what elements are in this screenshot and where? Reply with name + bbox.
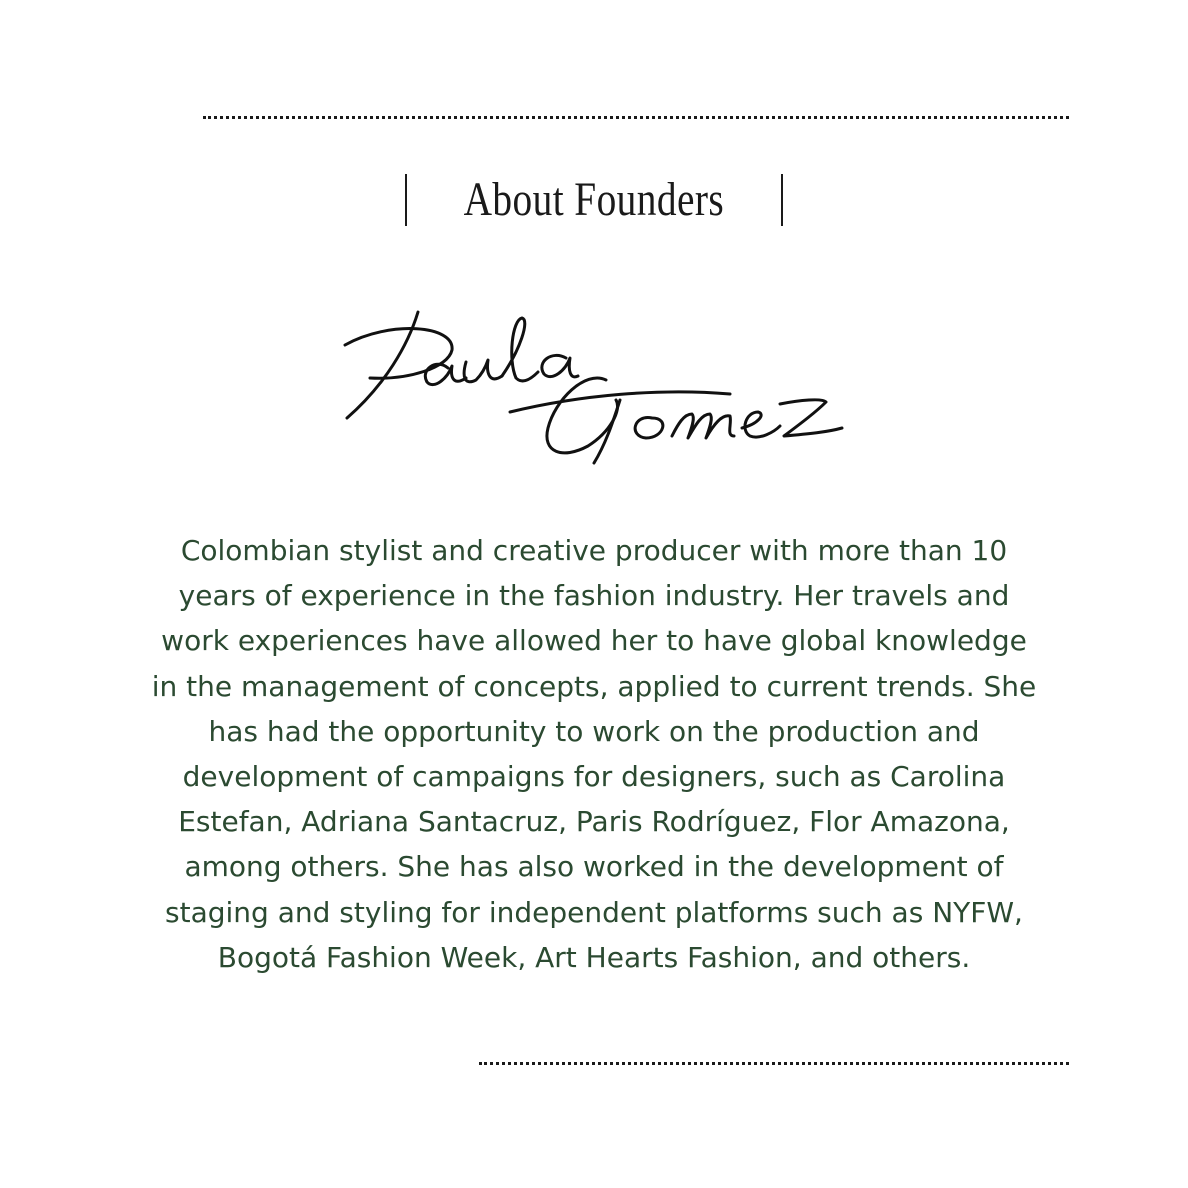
bio-line: staging and styling for independent platforms such as NYFW,	[165, 895, 1023, 929]
bottom-dotted-divider	[479, 1062, 1069, 1065]
founder-bio	[110, 528, 1078, 980]
bio-line: in the management of concepts, applied to current trends. She	[151, 669, 1037, 703]
bio-line: development of campaigns for designers, such as Carolina	[182, 760, 1006, 794]
bio-line: work experiences have allowed her to have global knowledge	[161, 624, 1027, 658]
heading-row	[0, 172, 1188, 227]
bio-line: years of experience in the fashion industry. Her travels and	[178, 579, 1010, 613]
heading-left-bar	[405, 174, 407, 226]
founder-signature	[330, 300, 860, 475]
page-title: About Founders	[463, 173, 725, 226]
heading-right-bar	[781, 174, 783, 226]
bio-line: Colombian stylist and creative producer with more than 10	[180, 534, 1008, 567]
bio-line: among others. She has also worked in the development of	[184, 850, 1004, 884]
bio-line: Estefan, Adriana Santacruz, Paris Rodríguez, Flor Amazona,	[178, 805, 1010, 839]
top-dotted-divider	[203, 116, 1069, 119]
bio-line: Bogotá Fashion Week, Art Hearts Fashion, and others.	[217, 940, 971, 974]
bio-line: has had the opportunity to work on the production and	[208, 714, 980, 748]
